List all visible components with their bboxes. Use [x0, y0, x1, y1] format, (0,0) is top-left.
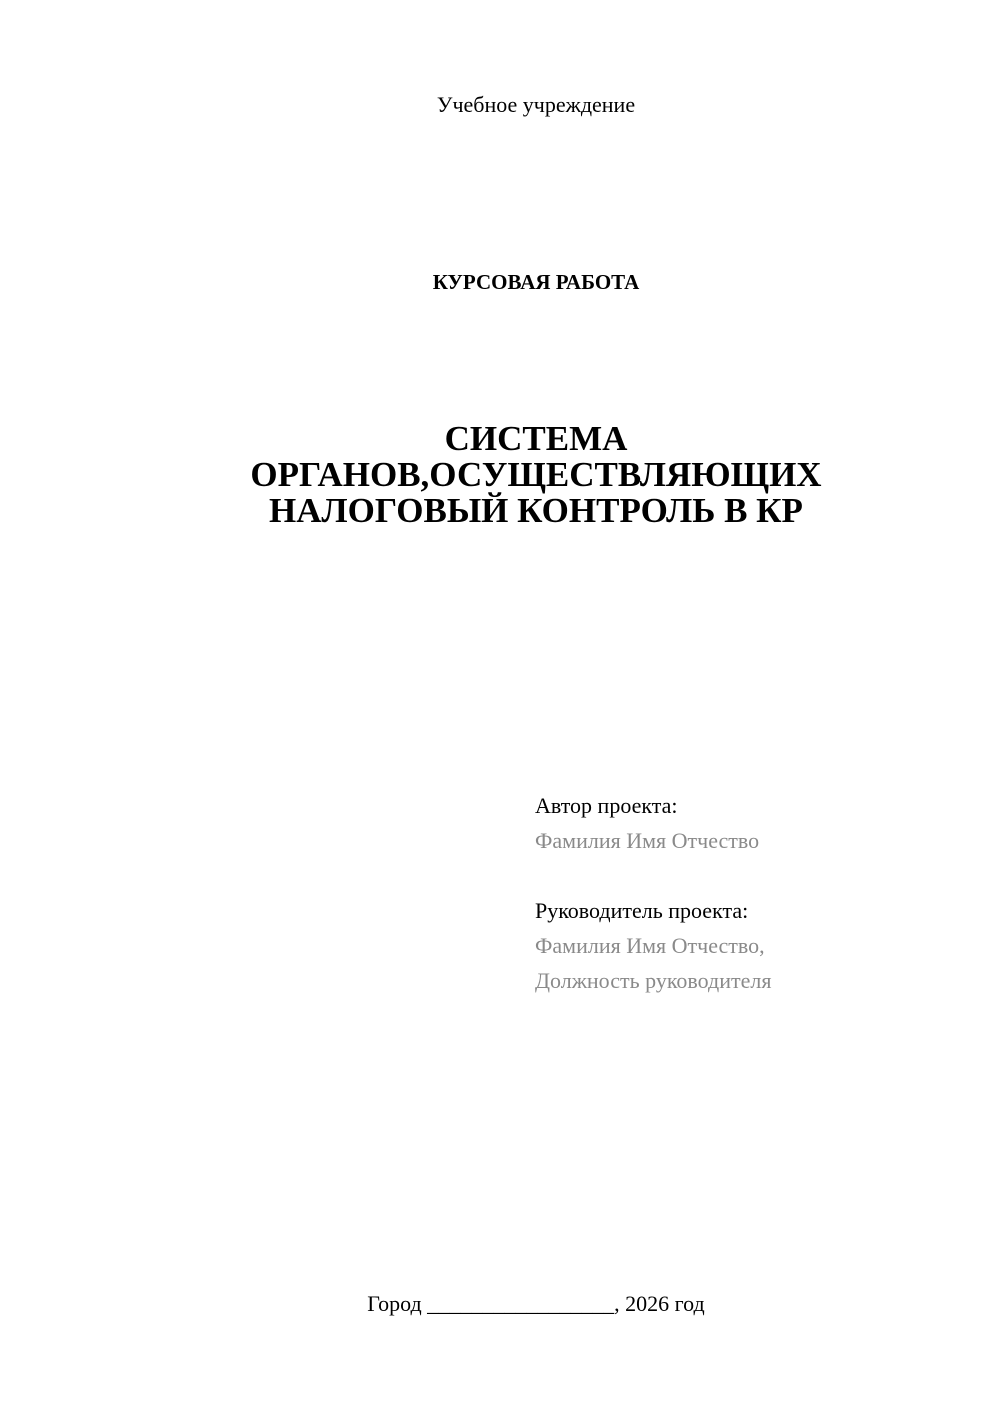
title-line-1: СИСТЕМА [444, 419, 628, 458]
city-year-footer [0, 1289, 1000, 1319]
supervisor-block [535, 893, 975, 998]
author-label: Автор проекта: [535, 793, 678, 818]
supervisor-position: Должность руководителя [535, 968, 772, 993]
supervisor-name: Фамилия Имя Отчество, [535, 933, 765, 958]
work-type-heading: КУРСОВАЯ РАБОТА [432, 270, 640, 294]
city-label: Город [367, 1291, 422, 1316]
year-text: , 2026 год [614, 1291, 705, 1316]
city-blank-line: _________________ [427, 1291, 615, 1316]
title-line-2: ОРГАНОВ,ОСУЩЕСТВЛЯЮЩИХ [250, 455, 822, 494]
institution-name: Учебное учреждение [436, 92, 636, 117]
title-line-3: НАЛОГОВЫЙ КОНТРОЛЬ В КР [269, 491, 803, 530]
author-block [535, 788, 975, 858]
author-name: Фамилия Имя Отчество [535, 828, 760, 853]
supervisor-label: Руководитель проекта: [535, 898, 749, 923]
document-title [180, 421, 892, 529]
signature-section [535, 788, 975, 998]
